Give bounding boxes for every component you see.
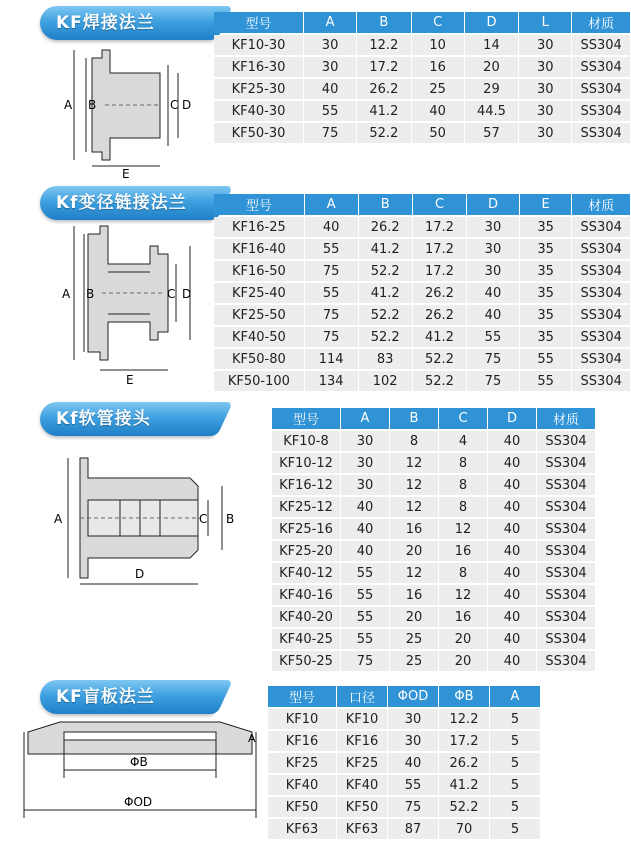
table-row: [268, 753, 540, 773]
value-cell: 41.2: [357, 101, 411, 121]
value-cell: 55: [341, 585, 389, 605]
value-cell: 83: [359, 349, 412, 369]
value-cell: SS304: [537, 431, 595, 451]
header-cell: A: [305, 194, 358, 215]
diagram-label-a: A: [62, 287, 71, 301]
value-cell: 102: [359, 371, 412, 391]
model-cell: KF10-12: [272, 453, 340, 473]
diagram-label-b: B: [226, 512, 235, 526]
model-cell: KF16: [268, 731, 336, 751]
value-cell: KF40: [337, 775, 387, 795]
value-cell: 40: [488, 585, 536, 605]
value-cell: 75: [341, 651, 389, 671]
section-title: KF盲板法兰: [56, 687, 155, 707]
model-cell: KF50-80: [214, 349, 304, 369]
table-row: [272, 607, 595, 627]
hose-fitting-diagram: [50, 448, 270, 638]
value-cell: 134: [305, 371, 358, 391]
diagram-label-e: E: [122, 167, 130, 178]
model-cell: KF40-20: [272, 607, 340, 627]
value-cell: 5: [490, 731, 540, 751]
value-cell: SS304: [537, 497, 595, 517]
value-cell: 55: [341, 563, 389, 583]
header-cell: 材质: [572, 194, 630, 215]
value-cell: 50: [412, 123, 464, 143]
header-cell: 型号: [268, 686, 336, 707]
value-cell: SS304: [572, 79, 630, 99]
value-cell: 20: [439, 651, 487, 671]
weld-flange-body: [214, 35, 630, 143]
value-cell: SS304: [537, 651, 595, 671]
value-cell: 26.2: [439, 753, 489, 773]
header-cell: A: [490, 686, 540, 707]
value-cell: 25: [390, 629, 438, 649]
value-cell: 75: [388, 797, 438, 817]
diagram-label-b: B: [88, 98, 97, 112]
value-cell: 40: [305, 217, 358, 237]
section-title: KF焊接法兰: [56, 13, 155, 33]
header-cell: B: [390, 408, 438, 429]
value-cell: 25: [390, 651, 438, 671]
header-cell: ΦOD: [388, 686, 438, 707]
table-row: [214, 123, 630, 143]
value-cell: 40: [304, 79, 356, 99]
value-cell: SS304: [572, 349, 630, 369]
table-row: [272, 541, 595, 561]
section-title-banner: [40, 402, 215, 436]
value-cell: 30: [341, 431, 389, 451]
value-cell: 10: [412, 35, 464, 55]
value-cell: 17.2: [413, 217, 466, 237]
value-cell: SS304: [537, 563, 595, 583]
header-cell: L: [519, 12, 571, 33]
value-cell: 52.2: [439, 797, 489, 817]
value-cell: 87: [388, 819, 438, 839]
section-title-banner: [40, 186, 215, 220]
table-row: [214, 261, 630, 281]
value-cell: 5: [490, 797, 540, 817]
model-cell: KF16-40: [214, 239, 304, 259]
value-cell: 17.2: [439, 731, 489, 751]
section-title-banner: [40, 6, 215, 40]
header-cell: 材质: [537, 408, 595, 429]
value-cell: 8: [439, 563, 487, 583]
section-blank-flange: [0, 680, 631, 867]
diagram-label-d: D: [135, 567, 145, 581]
value-cell: 26.2: [359, 217, 412, 237]
value-cell: 30: [341, 453, 389, 473]
value-cell: 40: [341, 519, 389, 539]
hose-fitting-body: [272, 431, 595, 671]
model-cell: KF40-12: [272, 563, 340, 583]
value-cell: 40: [488, 651, 536, 671]
value-cell: SS304: [572, 305, 630, 325]
value-cell: SS304: [572, 239, 630, 259]
value-cell: 52.2: [413, 349, 466, 369]
value-cell: 8: [439, 453, 487, 473]
value-cell: SS304: [572, 327, 630, 347]
value-cell: 75: [305, 305, 358, 325]
value-cell: 41.2: [413, 327, 466, 347]
diagram-label-a: A: [54, 512, 63, 526]
header-cell: C: [439, 408, 487, 429]
value-cell: 55: [520, 371, 572, 391]
model-cell: KF16-30: [214, 57, 303, 77]
table-row: [272, 431, 595, 451]
value-cell: 40: [341, 497, 389, 517]
table-row: [268, 709, 540, 729]
value-cell: KF16: [337, 731, 387, 751]
section-title: Kf变径链接法兰: [56, 193, 187, 213]
value-cell: SS304: [572, 283, 630, 303]
table-row: [214, 371, 630, 391]
reducer-flange-table: [213, 192, 631, 393]
header-cell: 型号: [272, 408, 340, 429]
model-cell: KF25-12: [272, 497, 340, 517]
value-cell: 75: [305, 261, 358, 281]
value-cell: 40: [488, 563, 536, 583]
value-cell: 35: [520, 261, 572, 281]
blank-flange-table: [267, 684, 541, 841]
hose-fitting-table: [271, 406, 596, 673]
value-cell: 55: [305, 239, 358, 259]
value-cell: 40: [488, 431, 536, 451]
table-row: [272, 585, 595, 605]
value-cell: 40: [467, 305, 519, 325]
value-cell: SS304: [572, 371, 630, 391]
value-cell: 75: [304, 123, 356, 143]
value-cell: 40: [488, 519, 536, 539]
model-cell: KF25-16: [272, 519, 340, 539]
table-row: [272, 629, 595, 649]
value-cell: 17.2: [357, 57, 411, 77]
diagram-label-phi-od: ΦOD: [124, 795, 153, 809]
table-row: [272, 453, 595, 473]
value-cell: 30: [304, 35, 356, 55]
value-cell: 70: [439, 819, 489, 839]
value-cell: 16: [439, 541, 487, 561]
header-cell: 材质: [572, 12, 630, 33]
value-cell: 40: [341, 541, 389, 561]
value-cell: SS304: [537, 585, 595, 605]
value-cell: 30: [519, 35, 571, 55]
value-cell: 55: [520, 349, 572, 369]
value-cell: KF50: [337, 797, 387, 817]
value-cell: 52.2: [357, 123, 411, 143]
value-cell: 35: [520, 327, 572, 347]
value-cell: 41.2: [359, 283, 412, 303]
value-cell: SS304: [572, 35, 630, 55]
model-cell: KF10-8: [272, 431, 340, 451]
table-row: [214, 101, 630, 121]
value-cell: SS304: [537, 541, 595, 561]
model-cell: KF50: [268, 797, 336, 817]
section-reducer-flange: [0, 186, 631, 396]
value-cell: 5: [490, 775, 540, 795]
diagram-label-d: D: [182, 287, 192, 301]
value-cell: KF25: [337, 753, 387, 773]
table-row: [268, 731, 540, 751]
value-cell: 4: [439, 431, 487, 451]
value-cell: SS304: [537, 519, 595, 539]
value-cell: 30: [467, 217, 519, 237]
table-row: [268, 775, 540, 795]
model-cell: KF40-30: [214, 101, 303, 121]
value-cell: 26.2: [357, 79, 411, 99]
value-cell: 30: [519, 123, 571, 143]
value-cell: 114: [305, 349, 358, 369]
model-cell: KF40-25: [272, 629, 340, 649]
value-cell: 20: [439, 629, 487, 649]
value-cell: 30: [304, 57, 356, 77]
header-cell: B: [359, 194, 412, 215]
value-cell: 40: [488, 629, 536, 649]
table-row: [272, 651, 595, 671]
table-row: [214, 283, 630, 303]
table-row: [214, 79, 630, 99]
header-cell: D: [488, 408, 536, 429]
value-cell: SS304: [572, 57, 630, 77]
value-cell: 8: [439, 475, 487, 495]
model-cell: KF40-16: [272, 585, 340, 605]
value-cell: SS304: [572, 123, 630, 143]
value-cell: 55: [388, 775, 438, 795]
model-cell: KF10: [268, 709, 336, 729]
value-cell: 16: [390, 585, 438, 605]
blank-flange-body: [268, 709, 540, 839]
header-cell: B: [357, 12, 411, 33]
value-cell: 30: [519, 57, 571, 77]
model-cell: KF10-30: [214, 35, 303, 55]
value-cell: 75: [467, 349, 519, 369]
value-cell: 14: [465, 35, 519, 55]
value-cell: 12: [390, 453, 438, 473]
value-cell: 35: [520, 305, 572, 325]
value-cell: 44.5: [465, 101, 519, 121]
value-cell: 30: [467, 239, 519, 259]
table-row: [214, 349, 630, 369]
model-cell: KF50-25: [272, 651, 340, 671]
value-cell: 30: [388, 709, 438, 729]
table-header-row: [268, 686, 540, 707]
diagram-label-a: A: [248, 732, 256, 745]
table-row: [214, 57, 630, 77]
table-row: [272, 519, 595, 539]
value-cell: 29: [465, 79, 519, 99]
value-cell: 12.2: [357, 35, 411, 55]
section-title-banner: [40, 680, 215, 714]
model-cell: KF16-12: [272, 475, 340, 495]
value-cell: 55: [341, 607, 389, 627]
header-cell: C: [412, 12, 464, 33]
diagram-label-e: E: [126, 373, 134, 387]
value-cell: 16: [412, 57, 464, 77]
value-cell: 40: [488, 497, 536, 517]
value-cell: 8: [439, 497, 487, 517]
value-cell: SS304: [572, 217, 630, 237]
value-cell: 30: [388, 731, 438, 751]
value-cell: 20: [390, 541, 438, 561]
value-cell: 52.2: [359, 327, 412, 347]
model-cell: KF40-50: [214, 327, 304, 347]
table-row: [214, 327, 630, 347]
weld-flange-table: [213, 10, 631, 145]
model-cell: KF40: [268, 775, 336, 795]
value-cell: 26.2: [413, 305, 466, 325]
header-cell: 型号: [214, 12, 303, 33]
value-cell: 5: [490, 819, 540, 839]
value-cell: 35: [520, 239, 572, 259]
value-cell: 12: [390, 475, 438, 495]
section-weld-flange: [0, 0, 631, 180]
value-cell: 16: [439, 607, 487, 627]
value-cell: 30: [467, 261, 519, 281]
value-cell: SS304: [537, 453, 595, 473]
value-cell: 12: [390, 563, 438, 583]
model-cell: KF63: [268, 819, 336, 839]
value-cell: 17.2: [413, 261, 466, 281]
value-cell: 57: [465, 123, 519, 143]
model-cell: KF50-100: [214, 371, 304, 391]
value-cell: 12: [439, 519, 487, 539]
value-cell: 20: [465, 57, 519, 77]
diagram-label-c: C: [199, 512, 208, 526]
value-cell: 5: [490, 753, 540, 773]
value-cell: 5: [490, 709, 540, 729]
table-row: [268, 819, 540, 839]
model-cell: KF25-50: [214, 305, 304, 325]
diagram-label-d: D: [182, 98, 192, 112]
table-row: [214, 35, 630, 55]
value-cell: 30: [519, 101, 571, 121]
value-cell: 12.2: [439, 709, 489, 729]
value-cell: 40: [488, 475, 536, 495]
diagram-label-c: C: [170, 98, 179, 112]
header-cell: D: [467, 194, 519, 215]
value-cell: SS304: [537, 629, 595, 649]
diagram-label-a: A: [64, 98, 73, 112]
table-row: [272, 497, 595, 517]
diagram-label-phi-b: ΦB: [130, 755, 148, 769]
value-cell: 75: [305, 327, 358, 347]
table-row: [272, 475, 595, 495]
table-row: [272, 563, 595, 583]
table-header-row: [214, 194, 630, 215]
value-cell: 12: [439, 585, 487, 605]
value-cell: KF10: [337, 709, 387, 729]
model-cell: KF25-30: [214, 79, 303, 99]
value-cell: 40: [488, 541, 536, 561]
table-header-row: [214, 12, 630, 33]
value-cell: 75: [467, 371, 519, 391]
value-cell: SS304: [537, 475, 595, 495]
header-cell: 口径: [337, 686, 387, 707]
blank-flange-diagram: [20, 718, 260, 838]
value-cell: 52.2: [359, 305, 412, 325]
value-cell: SS304: [572, 101, 630, 121]
table-row: [268, 797, 540, 817]
value-cell: 8: [390, 431, 438, 451]
header-cell: A: [341, 408, 389, 429]
value-cell: 17.2: [413, 239, 466, 259]
value-cell: 12: [390, 497, 438, 517]
header-cell: C: [413, 194, 466, 215]
value-cell: 41.2: [439, 775, 489, 795]
table-row: [214, 305, 630, 325]
header-cell: E: [520, 194, 572, 215]
value-cell: 40: [488, 607, 536, 627]
model-cell: KF25-40: [214, 283, 304, 303]
diagram-label-c: C: [167, 287, 176, 301]
value-cell: 26.2: [413, 283, 466, 303]
model-cell: KF25: [268, 753, 336, 773]
value-cell: 52.2: [413, 371, 466, 391]
value-cell: 41.2: [359, 239, 412, 259]
value-cell: 30: [519, 79, 571, 99]
value-cell: 55: [467, 327, 519, 347]
section-title: Kf软管接头: [56, 409, 151, 429]
value-cell: 16: [390, 519, 438, 539]
value-cell: 40: [488, 453, 536, 473]
value-cell: 55: [305, 283, 358, 303]
table-header-row: [272, 408, 595, 429]
reducer-flange-body: [214, 217, 630, 391]
value-cell: 35: [520, 283, 572, 303]
value-cell: 55: [341, 629, 389, 649]
diagram-label-b: B: [86, 287, 95, 301]
section-hose-fitting: [0, 400, 631, 675]
model-cell: KF16-50: [214, 261, 304, 281]
value-cell: 35: [520, 217, 572, 237]
value-cell: SS304: [537, 607, 595, 627]
table-row: [214, 217, 630, 237]
model-cell: KF16-25: [214, 217, 304, 237]
value-cell: 25: [412, 79, 464, 99]
value-cell: 40: [412, 101, 464, 121]
table-row: [214, 239, 630, 259]
header-cell: ΦB: [439, 686, 489, 707]
value-cell: 52.2: [359, 261, 412, 281]
header-cell: D: [465, 12, 519, 33]
value-cell: 40: [467, 283, 519, 303]
value-cell: 20: [390, 607, 438, 627]
header-cell: 型号: [214, 194, 304, 215]
value-cell: 55: [304, 101, 356, 121]
model-cell: KF50-30: [214, 123, 303, 143]
model-cell: KF25-20: [272, 541, 340, 561]
value-cell: 40: [388, 753, 438, 773]
value-cell: 30: [341, 475, 389, 495]
header-cell: A: [304, 12, 356, 33]
value-cell: SS304: [572, 261, 630, 281]
value-cell: KF63: [337, 819, 387, 839]
